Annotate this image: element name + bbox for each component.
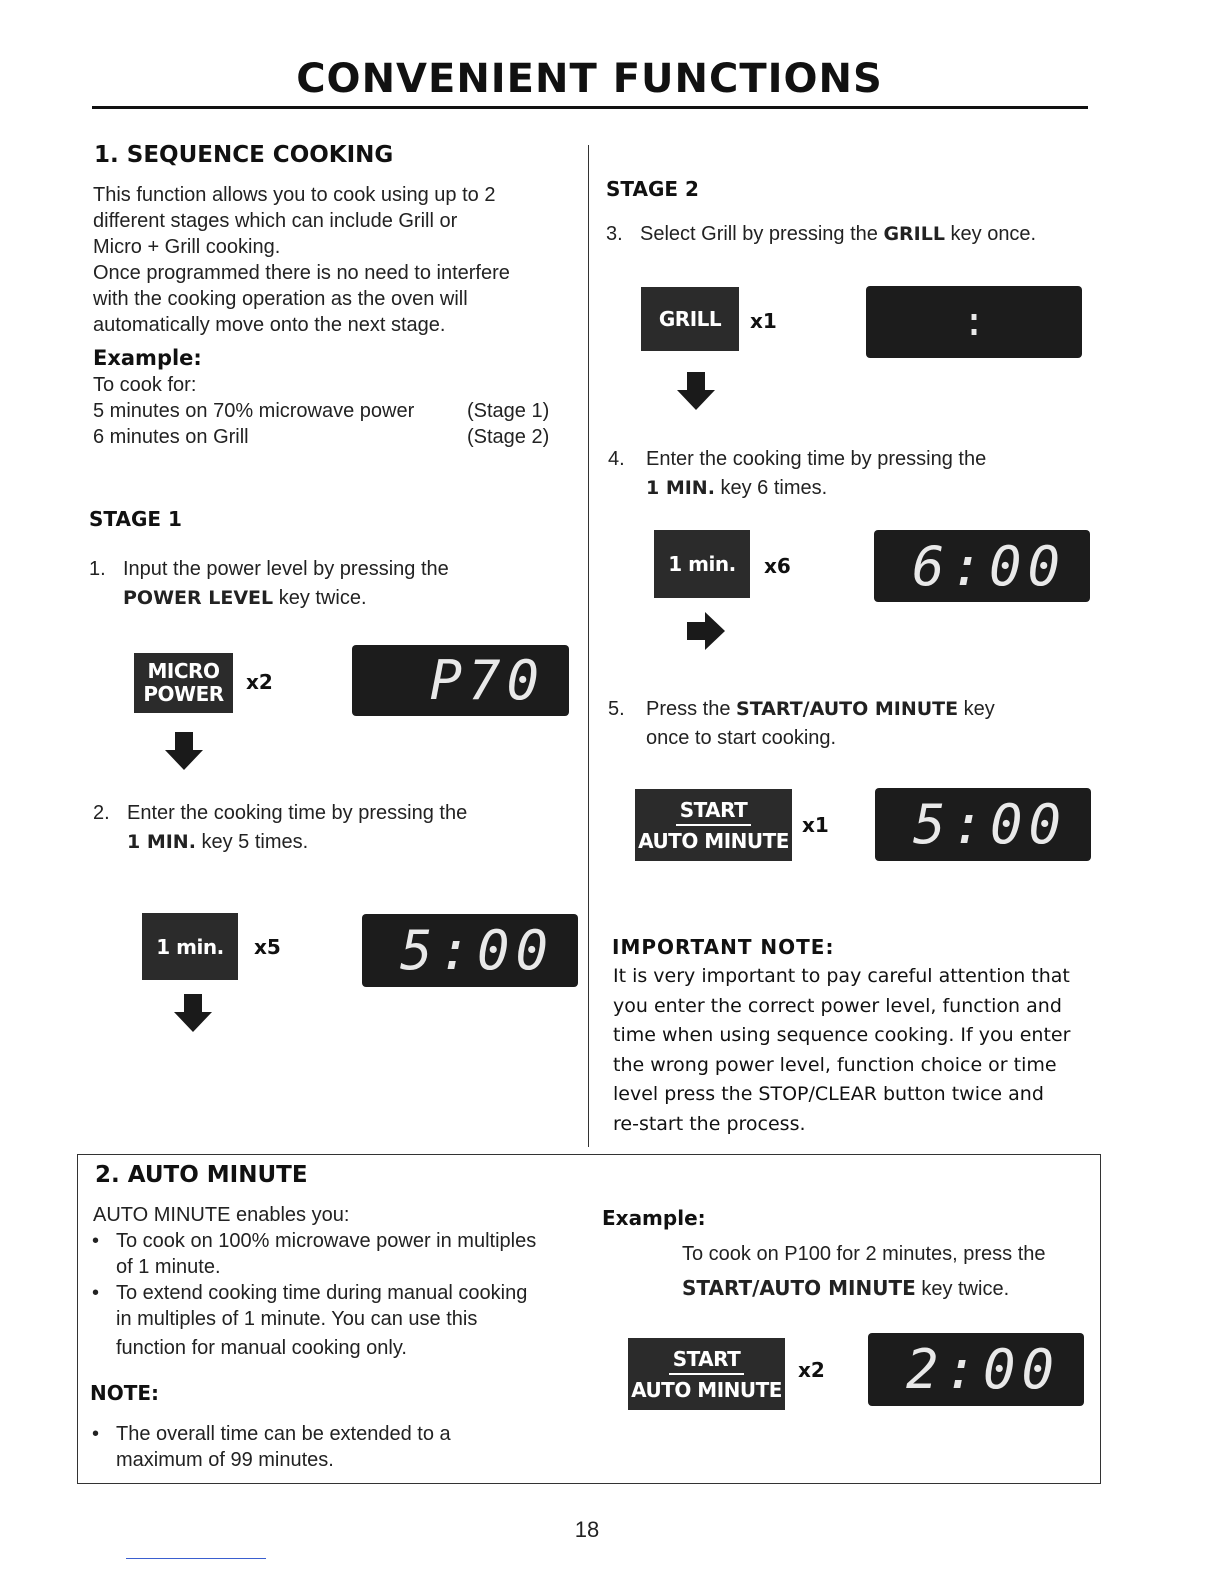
example-row xyxy=(93,424,563,450)
example-row-stage: (Stage 2) xyxy=(467,426,550,448)
intro-line: automatically move onto the next stage. xyxy=(93,314,446,336)
bullet-dot-icon: • xyxy=(92,1230,100,1252)
auto-minute-example-label: Example: xyxy=(602,1206,706,1230)
example-label: Example: xyxy=(93,346,202,370)
start-auto-minute-key xyxy=(635,789,792,861)
bullet-line: function for manual cooking only. xyxy=(116,1337,407,1359)
note-label: NOTE: xyxy=(90,1381,160,1405)
note-line: It is very important to pay careful attention that xyxy=(613,965,1070,987)
list-item xyxy=(78,1228,588,1280)
bullet-line: of 1 minute. xyxy=(116,1256,221,1278)
step-5 xyxy=(608,695,1108,753)
note-line: you enter the correct power level, function and xyxy=(613,994,1062,1017)
key-label: AUTO MINUTE xyxy=(638,828,789,853)
key-name: START/AUTO MINUTE xyxy=(736,698,959,720)
bullet-line: maximum of 99 minutes. xyxy=(116,1449,334,1471)
arrow-right-icon xyxy=(685,610,727,652)
example-block xyxy=(93,372,563,450)
step-text: Enter the cooking time by pressing the xyxy=(646,448,987,470)
key-label: START xyxy=(669,1347,745,1375)
lcd-display: 6:00 xyxy=(874,530,1090,602)
step-number: 5. xyxy=(608,698,625,720)
intro-line: Once programmed there is no need to interfere xyxy=(93,262,510,284)
step-3 xyxy=(606,220,1106,249)
step-4 xyxy=(608,445,1108,503)
auto-minute-example-text xyxy=(682,1237,1102,1306)
step-text: key 6 times. xyxy=(714,477,828,499)
press-multiplier: x6 xyxy=(764,554,791,578)
grill-key: GRILL xyxy=(641,287,739,351)
start-auto-minute-key xyxy=(628,1338,785,1410)
lcd-display: P70 xyxy=(352,645,569,716)
important-note-title: IMPORTANT NOTE: xyxy=(612,935,835,959)
bullet-dot-icon: • xyxy=(92,1423,100,1445)
arrow-down-icon xyxy=(163,730,205,772)
step-text: once to start cooking. xyxy=(646,727,837,749)
example-row-text: 5 minutes on 70% microwave power xyxy=(93,400,415,422)
auto-minute-lead: AUTO MINUTE enables you: xyxy=(93,1204,350,1226)
key-name: GRILL xyxy=(883,223,945,245)
step-number: 1. xyxy=(89,558,106,580)
key-name: POWER LEVEL xyxy=(123,587,274,609)
one-min-key: 1 min. xyxy=(142,913,238,980)
press-multiplier: x2 xyxy=(246,670,273,694)
note-line: level press the STOP/CLEAR button twice and xyxy=(613,1083,1044,1105)
step-text: key 5 times. xyxy=(195,831,309,853)
footer-rule xyxy=(126,1558,266,1559)
stage2-heading: STAGE 2 xyxy=(606,177,699,201)
intro-line: different stages which can include Grill or xyxy=(93,210,458,232)
step-text: Input the power level by pressing the xyxy=(123,558,449,580)
intro-line: with the cooking operation as the oven will xyxy=(93,288,468,310)
example-lead: To cook for: xyxy=(93,374,197,396)
key-name: 1 MIN. xyxy=(646,477,715,499)
press-multiplier: x1 xyxy=(750,309,777,333)
note-line: the wrong power level, function choice or time xyxy=(613,1053,1057,1076)
title-divider xyxy=(92,106,1088,109)
key-label: AUTO MINUTE xyxy=(631,1377,782,1402)
stage1-heading: STAGE 1 xyxy=(89,507,182,531)
step-text: key once. xyxy=(944,223,1037,245)
key-label: MICRO xyxy=(147,659,220,683)
lcd-display: 2:00 xyxy=(868,1333,1084,1406)
example-row xyxy=(93,398,563,424)
step-number: 3. xyxy=(606,223,623,245)
example-row-text: 6 minutes on Grill xyxy=(93,426,249,448)
lcd-display: : xyxy=(866,286,1082,358)
bullet-dot-icon: • xyxy=(92,1282,100,1304)
key-label: START xyxy=(676,798,752,826)
lcd-display: 5:00 xyxy=(362,914,578,987)
step-text: Press the xyxy=(646,698,737,720)
bullet-line: To extend cooking time during manual cooking xyxy=(116,1282,528,1304)
page-title: CONVENIENT FUNCTIONS xyxy=(296,56,883,102)
page-number: 18 xyxy=(574,1517,600,1542)
note-line: re-start the process. xyxy=(613,1112,806,1135)
step-text: Select Grill by pressing the xyxy=(640,223,884,245)
one-min-key: 1 min. xyxy=(654,530,750,598)
step-1 xyxy=(89,555,569,613)
bullet-line: To cook on 100% microwave power in multiples xyxy=(116,1230,537,1252)
key-label: POWER xyxy=(143,682,224,706)
step-text: key twice. xyxy=(273,587,367,609)
list-item xyxy=(78,1421,588,1473)
press-multiplier: x2 xyxy=(798,1358,825,1382)
intro-line: Micro + Grill cooking. xyxy=(93,236,281,258)
step-2 xyxy=(93,799,573,857)
list-item xyxy=(78,1280,588,1361)
example-line: To cook on P100 for 2 minutes, press the xyxy=(682,1243,1046,1265)
bullet-line: in multiples of 1 minute. You can use this xyxy=(116,1308,478,1330)
important-note-body xyxy=(613,962,1113,1139)
key-name: 1 MIN. xyxy=(127,831,196,853)
column-divider xyxy=(588,145,589,1147)
lcd-display: 5:00 xyxy=(875,788,1091,861)
bullet-line: The overall time can be extended to a xyxy=(116,1423,451,1445)
section-heading-auto-minute: 2. AUTO MINUTE xyxy=(95,1162,308,1188)
note-bullets xyxy=(78,1421,588,1473)
micro-power-key xyxy=(134,653,233,713)
key-name: START/AUTO MINUTE xyxy=(682,1276,916,1300)
arrow-down-icon xyxy=(675,370,717,412)
example-line: key twice. xyxy=(915,1278,1010,1300)
arrow-down-icon xyxy=(172,992,214,1034)
step-number: 2. xyxy=(93,802,110,824)
step-text: key xyxy=(958,698,995,720)
section-heading-sequence: 1. SEQUENCE COOKING xyxy=(94,142,394,168)
example-row-stage: (Stage 1) xyxy=(467,400,550,422)
note-line: time when using sequence cooking. If you enter xyxy=(613,1024,1071,1046)
press-multiplier: x5 xyxy=(254,935,281,959)
auto-minute-bullets xyxy=(78,1228,588,1361)
intro-line: This function allows you to cook using up to 2 xyxy=(93,184,496,206)
press-multiplier: x1 xyxy=(802,813,829,837)
step-number: 4. xyxy=(608,448,625,470)
sequence-intro xyxy=(93,182,573,338)
step-text: Enter the cooking time by pressing the xyxy=(127,802,468,824)
